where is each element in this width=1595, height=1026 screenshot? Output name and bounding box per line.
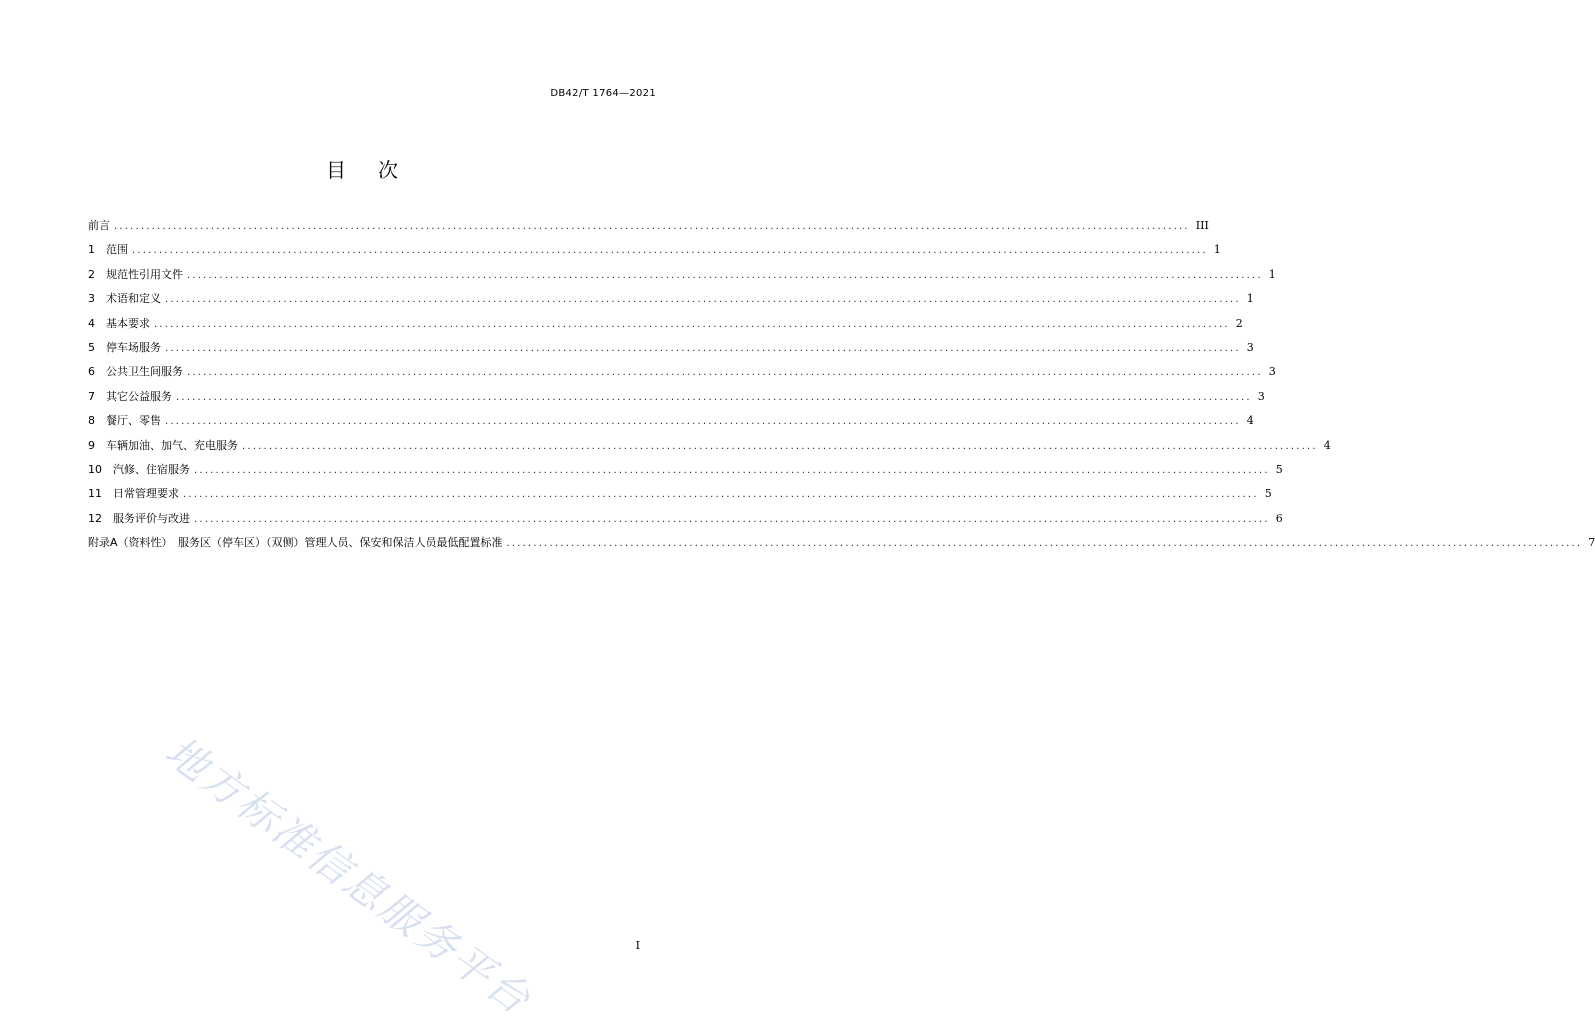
toc-entry-page: 5 [1264, 487, 1272, 501]
toc-entry-label: 前言 [88, 219, 110, 232]
toc-entry[interactable] [88, 364, 1276, 388]
toc-leader-dots: ........................................................................................................................................................................................................ [183, 489, 1259, 501]
toc-leader-dots: ........................................................................................................................................................................................................ [114, 221, 1190, 232]
page-number: I [635, 939, 640, 952]
toc-entry-label: 12 服务评价与改进 [88, 511, 190, 525]
toc-leader-dots: ........................................................................................................................................................................................................ [132, 245, 1208, 257]
toc-leader-dots: ........................................................................................................................................................................................................ [187, 367, 1263, 379]
toc-entry-label: 10 汽修、住宿服务 [88, 462, 190, 476]
toc-entry[interactable] [88, 389, 1265, 413]
toc-entry-label: 9 车辆加油、加气、充电服务 [88, 438, 238, 452]
toc-leader-dots: ........................................................................................................................................................................................................ [194, 464, 1270, 476]
toc-leader-dots: ........................................................................................................................................................................................................ [165, 342, 1241, 354]
toc-leader-dots: ........................................................................................................................................................................................................ [165, 294, 1241, 306]
toc-entry-label: 3 术语和定义 [88, 292, 161, 306]
toc-entry[interactable] [88, 486, 1272, 510]
toc-entry-label: 附录A（资料性） 服务区（停车区）（双侧）管理人员、保安和保洁人员最低配置标准 [88, 536, 503, 550]
toc-entry-page: 1 [1246, 292, 1254, 306]
toc-entry-page: 4 [1323, 438, 1331, 452]
toc-entry-label: 2 规范性引用文件 [88, 267, 183, 281]
toc-entry[interactable] [88, 340, 1254, 364]
toc-leader-dots: ........................................................................................................................................................................................................ [165, 416, 1241, 428]
watermark: 地方标准信息服务平台 [156, 727, 541, 1025]
toc-entry[interactable] [88, 291, 1254, 315]
toc-entry[interactable] [88, 438, 1331, 462]
toc-entry[interactable] [88, 267, 1276, 291]
toc-entry[interactable] [88, 462, 1283, 486]
toc-leader-dots: ........................................................................................................................................................................................................ [187, 269, 1263, 281]
toc-entry-label: 8 餐厅、零售 [88, 414, 161, 428]
toc-entry[interactable] [88, 413, 1254, 437]
toc-entry-page: 4 [1246, 414, 1254, 428]
toc-entry-label: 11 日常管理要求 [88, 487, 179, 501]
toc-entry[interactable] [88, 218, 1209, 242]
toc-entry-label: 6 公共卫生间服务 [88, 365, 183, 379]
toc-entry-page: III [1195, 219, 1209, 232]
toc-entry-label: 4 基本要求 [88, 316, 150, 330]
document-code: DB42/T 1764—2021 [550, 88, 656, 99]
toc-entry-page: 6 [1275, 511, 1283, 525]
toc-entry[interactable] [88, 316, 1243, 340]
toc-entry[interactable] [88, 511, 1283, 535]
toc-entry-page: 2 [1235, 316, 1243, 330]
toc-leader-dots: ........................................................................................................................................................................................................ [506, 538, 1583, 550]
toc-entry-page: 1 [1268, 267, 1276, 281]
toc-title: 目次 [326, 158, 430, 182]
table-of-contents [88, 218, 1595, 559]
toc-entry-label: 7 其它公益服务 [88, 389, 172, 403]
toc-leader-dots: ........................................................................................................................................................................................................ [194, 513, 1270, 525]
toc-entry-page: 3 [1257, 389, 1265, 403]
toc-entry-page: 3 [1268, 365, 1276, 379]
toc-leader-dots: ........................................................................................................................................................................................................ [242, 440, 1318, 452]
toc-entry[interactable] [88, 242, 1221, 266]
toc-leader-dots: ........................................................................................................................................................................................................ [154, 318, 1230, 330]
toc-entry-page: 5 [1275, 462, 1283, 476]
toc-entry-label: 1 范围 [88, 243, 128, 257]
toc-entry-page: 1 [1213, 243, 1221, 257]
toc-entry-page: 7 [1588, 536, 1595, 550]
toc-entry-page: 3 [1246, 340, 1254, 354]
toc-leader-dots: ........................................................................................................................................................................................................ [176, 391, 1252, 403]
toc-entry-label: 5 停车场服务 [88, 340, 161, 354]
toc-entry[interactable] [88, 535, 1595, 559]
